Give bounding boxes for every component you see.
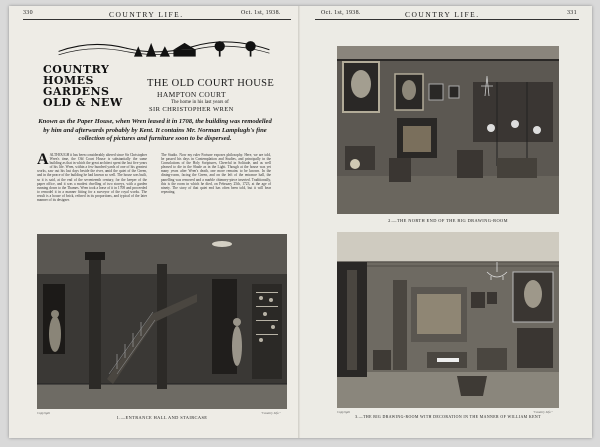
magazine-spread [9,6,592,438]
left-date: Oct. 1st, 1938. [241,10,281,16]
right-date: Oct. 1st, 1938. [321,10,361,16]
masthead [39,34,289,114]
photo-big-drawing-room [337,232,559,408]
right-page-number: 331 [567,10,577,16]
header-rule [23,19,291,20]
masthead-ornament [39,36,289,60]
header-rule-right [315,19,579,20]
photo-north-end-drawing-room [337,46,559,214]
north-end-image [337,46,559,214]
right-running-title: COUNTRY LIFE. [405,10,480,19]
left-page [9,6,301,438]
masthead-word-gardens: GARDENS [43,85,110,98]
photo1-caption: 1.—ENTRANCE HALL AND STAIRCASE [116,415,208,420]
body-column-1 [37,153,147,231]
article-person: SIR CHRISTOPHER WREN [149,106,234,113]
photo3-credit-right: "Country Life." [533,410,553,414]
masthead-word-country: COUNTRY [43,63,110,76]
photo-entrance-hall [37,234,287,409]
photo1-credit-right: "Country Life." [261,411,281,415]
left-page-number: 330 [23,10,33,16]
photo2-caption: 2.—THE NORTH END OF THE BIG DRAWING-ROOM [388,218,508,223]
photo1-credit-left: Copyright [37,411,50,415]
drop-cap: A [37,153,49,168]
article-subtitle: HAMPTON COURT [157,90,226,99]
body-column-1-text: ALTHOUGH it has been considerably altered since Sir Christopher Wren's time, the Old Court House is substantially the same building as that in which the great architect spent the last five years of his life. Wren, within a few hundred yards of one of his greatest works, saw out his last days beside the river, amid the quiet of the Green, and in the peace of the building he had known so well. The house was built, so it is said, at the end of the seventeenth century, for the keeper of the paper office, and it was a modest dwelling of two storeys, with a garden running down to the Thames. Wren took a lease of it in 1708 and proceeded to remodel it in a manner fitting for a surveyor of the royal works. The result is a house of brick, refined in its proportions, and typical of the later manner of its designer. [37,153,147,203]
masthead-word-homes: HOMES [43,74,94,87]
article-standfirst: Known as the Paper House, when Wren leased it in 1708, the building was remodelled by him and afterwards probably by Kent. It contains Mr. Norman Lamplugh's fine collection of pictures and furniture soon to be dispersed. [38,118,272,143]
right-page [301,6,592,438]
photo3-credit-left: Copyright [337,410,350,414]
left-running-title: COUNTRY LIFE. [109,10,184,19]
article-home-note: The home in his last years of [171,100,229,105]
big-drawing-room-image [337,232,559,408]
body-column-2: The Studio. Now my ruler Fortune exposes philosophy. Here, we are told, he passed his days in Contemplation and Studies, and principally in the Consolations of the Holy Scriptures, Cheerful in Solitude, and as well pleased to die in the Shade as in the Light. Though at the house was yet many years after Wren's death, one more remains to be known. In the dining-room, facing the Green, and on the left of the entrance hall, the panelling was removed and a marble chimney-piece inserted. Traditionally, this is the room in which he died, on February 25th, 1723, at the age of ninety. The story of that quiet end has often been told, but it will bear repeating. [161,153,271,194]
masthead-word-old-new: OLD & NEW [43,96,123,109]
photo3-caption: 3.—THE BIG DRAWING-ROOM WITH DECORATION IN THE MANNER OF WILLIAM KENT [355,415,541,419]
article-title: THE OLD COURT HOUSE [147,78,275,89]
entrance-hall-image [37,234,287,409]
